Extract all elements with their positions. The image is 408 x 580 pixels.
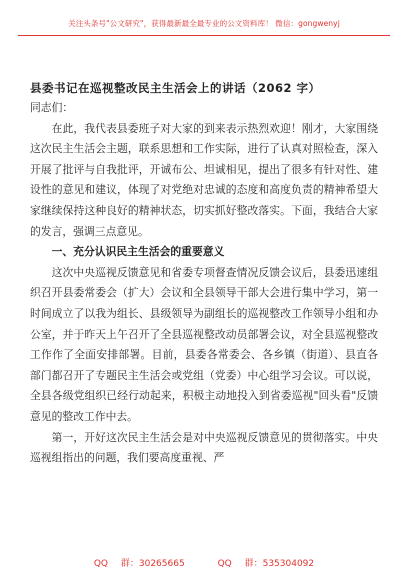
section-paragraph: 这次中央巡视反馈意见和省委专项督查情况反馈会议后，县委迅速组织召开县委常委会（扩大）会议和全县领导干部大会进行集中学习，第一时间成立了以我为组长、县级领导为副组长的巡视整改工作领导小组和办公室，并于昨天上午召开了全县巡视整改动员部署会议，对全县巡视整改工作作了全面安排部署。目前，县委各常委会、各乡镇（街道）、县直各部门都召开了专题民主生活会或党组（党委）中心组学习会议。可以说，全县各级党组织已经行动起来，积极主动地投入到省委巡视"回头看"反馈意见的整改工作中去。 bbox=[30, 265, 378, 423]
header-banner: 关注头条号"公文研究"，获得最新最全最专业的公文资料库！ 微信：gongwenyj bbox=[68, 19, 340, 28]
footer-contact bbox=[0, 556, 408, 569]
section-paragraph: 第一，开好这次民主生活会是对中央巡视反馈意见的贯彻落实。中央巡视组指出的问题，我们要高度重视、严 bbox=[30, 430, 378, 465]
qq-group-2: QQ 群：535304092 bbox=[217, 559, 315, 569]
opening-paragraph: 在此，我代表县委班子对大家的到来表示热烈欢迎！刚才，大家围绕这次民主生活会主题，联系思想和工作实际，进行了认真对照检查，深入开展了批评与自我批评，开诚布公、坦诚相见，提出了很多有针对性、建设性的意见和建议，体现了对党绝对忠诚的态度和高度负责的精神希望大家继续保持这种良好的精神状态，切实抓好整改落实。下面，我结合大家的发言，强调三点意见。 bbox=[30, 121, 378, 238]
section-heading: 一、充分认识民主生活会的重要意义 bbox=[51, 245, 225, 259]
document-title: 县委书记在巡视整改民主生活会上的讲话（2062 字） bbox=[30, 81, 321, 95]
document-body bbox=[30, 98, 378, 469]
header-divider bbox=[18, 35, 390, 36]
qq-group-1: QQ 群：30265665 bbox=[93, 559, 185, 569]
salutation: 同志们： bbox=[30, 101, 74, 114]
